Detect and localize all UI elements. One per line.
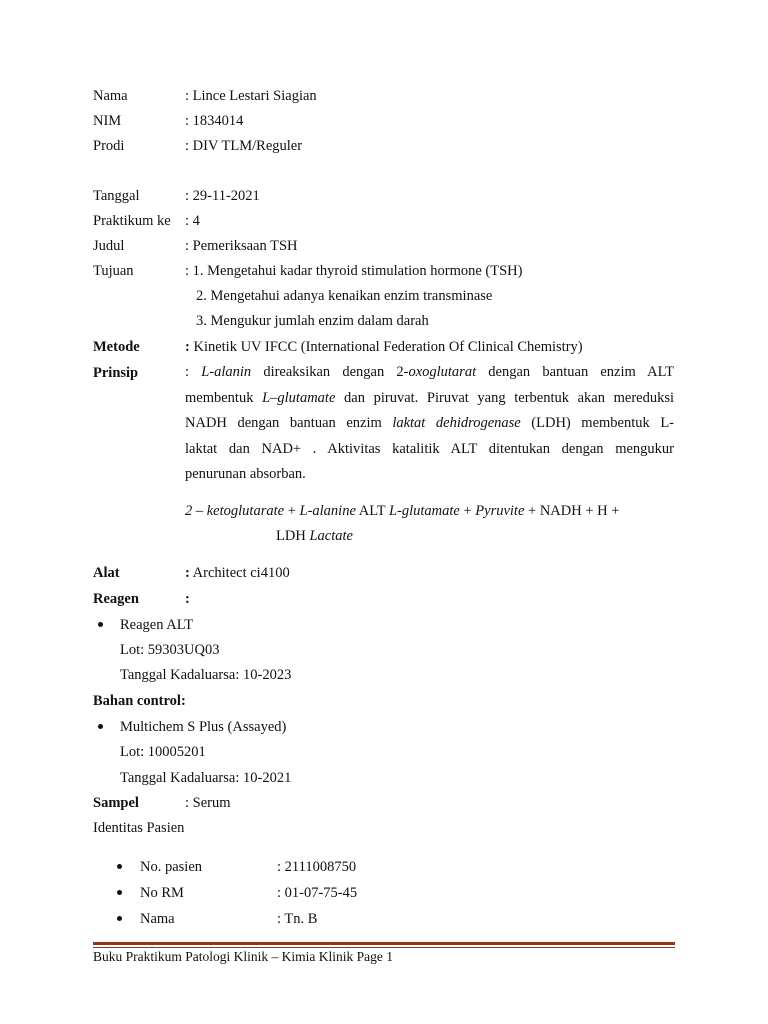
nim-label: NIM [93,113,122,129]
prinsip-label: Prinsip [93,365,139,381]
nama-label: Nama [93,88,128,104]
reaction-ldh: LDH [276,528,310,544]
prinsip-laktat-dehidrogenase: laktat dehidrogenase [392,415,521,431]
bahan-item: Multichem S Plus (Assayed) [120,719,287,735]
tujuan-item-3: 3. Mengukur jumlah enzim dalam darah [196,313,429,329]
prinsip-l-glutamate: L–glutamate [262,389,336,406]
prinsip-text-1d: dengan bantuan enzim ALT [488,364,675,380]
prinsip-line-2 [185,386,674,412]
reagen-label: Reagen [93,591,139,607]
pasien-label-3: Nama [140,911,175,927]
reaction-pyruvite: Pyruvite [475,503,525,519]
reaction-line-1 [185,501,674,521]
prinsip-line-1 [185,360,674,386]
prodi-label: Prodi [93,138,125,154]
metode-colon: : [185,339,190,355]
nama-value: : Lince Lestari Siagian [185,88,317,104]
pasien-value-2: : 01-07-75-45 [277,885,358,901]
alat-value: Architect ci4100 [192,565,290,581]
prinsip-text-3a: NADH dengan bantuan enzim [185,415,393,431]
pasien-heading: Identitas Pasien [93,820,185,836]
reaction-lactate: Lactate [309,528,353,544]
bahan-exp: Tanggal Kadaluarsa: 10-2021 [120,770,292,786]
prodi-value: : DIV TLM/Reguler [185,138,303,154]
reagen-exp: Tanggal Kadaluarsa: 10-2023 [120,667,292,683]
praktikum-label: Praktikum ke [93,213,171,229]
pasien-value-3: : Tn. B [277,911,318,927]
pasien-bullet-3 [117,916,122,921]
pasien-bullet-2 [117,890,122,895]
reaction-plus-2: + [459,503,476,519]
alat-label: Alat [93,565,120,581]
prinsip-text-3c: (LDH) membentuk L- [520,415,674,431]
nim-value: : 1834014 [185,113,244,129]
reaction-alt: ALT [355,503,389,519]
tujuan-item-2: 2. Mengetahui adanya kenaikan enzim transminase [196,288,493,304]
sampel-value: : Serum [185,795,231,811]
reagen-bullet [98,622,103,627]
reagen-item: Reagen ALT [120,617,194,633]
reaction-l-glutamate: L-glutamate [388,503,460,519]
tujuan-item-1: : 1. Mengetahui kadar thyroid stimulation hormone (TSH) [185,263,523,279]
bahan-label: Bahan control: [93,693,186,709]
reaction-plus-1: + [284,503,300,519]
metode-label: Metode [93,339,140,355]
metode-value-wrap [185,337,583,357]
alat-value-wrap [185,563,290,583]
pasien-label-1: No. pasien [140,859,203,875]
metode-value: Kinetik UV IFCC (International Federation Of Clinical Chemistry) [193,339,583,355]
bahan-lot: Lot: 10005201 [120,744,206,760]
footer-rule-thin [93,947,675,948]
alat-colon: : [185,565,190,581]
reaction-ketoglutarate: 2 – ketoglutarate [185,503,285,519]
pasien-bullet-1 [117,864,122,869]
reagen-lot: Lot: 59303UQ03 [120,642,220,658]
prinsip-colon: : [185,364,190,380]
prinsip-oxoglutarat: oxoglutarat [408,364,477,380]
prinsip-text-2c: dan piruvat. Piruvat yang terbentuk akan mereduksi [335,389,675,406]
reaction-l-alanine: L-alanine [299,503,356,519]
prinsip-line-5: penurunan absorban. [185,466,306,482]
bahan-bullet [98,724,103,729]
reaction-line-2 [276,526,353,546]
prinsip-l-alanin: L-alanin [201,364,252,380]
pasien-value-1: : 2111008750 [277,859,357,875]
judul-label: Judul [93,238,125,254]
prinsip-text-2a: membentuk [185,389,263,406]
prinsip-line-3 [185,411,674,437]
praktikum-value: : 4 [185,213,200,229]
prinsip-text-1b: direaksikan dengan 2- [263,364,409,380]
sampel-label: Sampel [93,795,139,811]
reagen-colon: : [185,591,190,607]
page-footer: Buku Praktikum Patologi Klinik – Kimia Klinik Page 1 [93,949,393,964]
tujuan-label: Tujuan [93,263,134,279]
pasien-label-2: No RM [140,885,184,901]
reaction-nadh: + NADH + H + [524,503,620,519]
prinsip-line-4: laktat dan NAD+ . Aktivitas katalitik ALT ditentukan dengan mengukur [185,440,674,457]
judul-value: : Pemeriksaan TSH [185,238,298,254]
footer-rule-thick [93,942,675,945]
tanggal-value: : 29-11-2021 [185,188,260,204]
prinsip-paragraph [185,360,674,488]
tanggal-label: Tanggal [93,188,140,204]
